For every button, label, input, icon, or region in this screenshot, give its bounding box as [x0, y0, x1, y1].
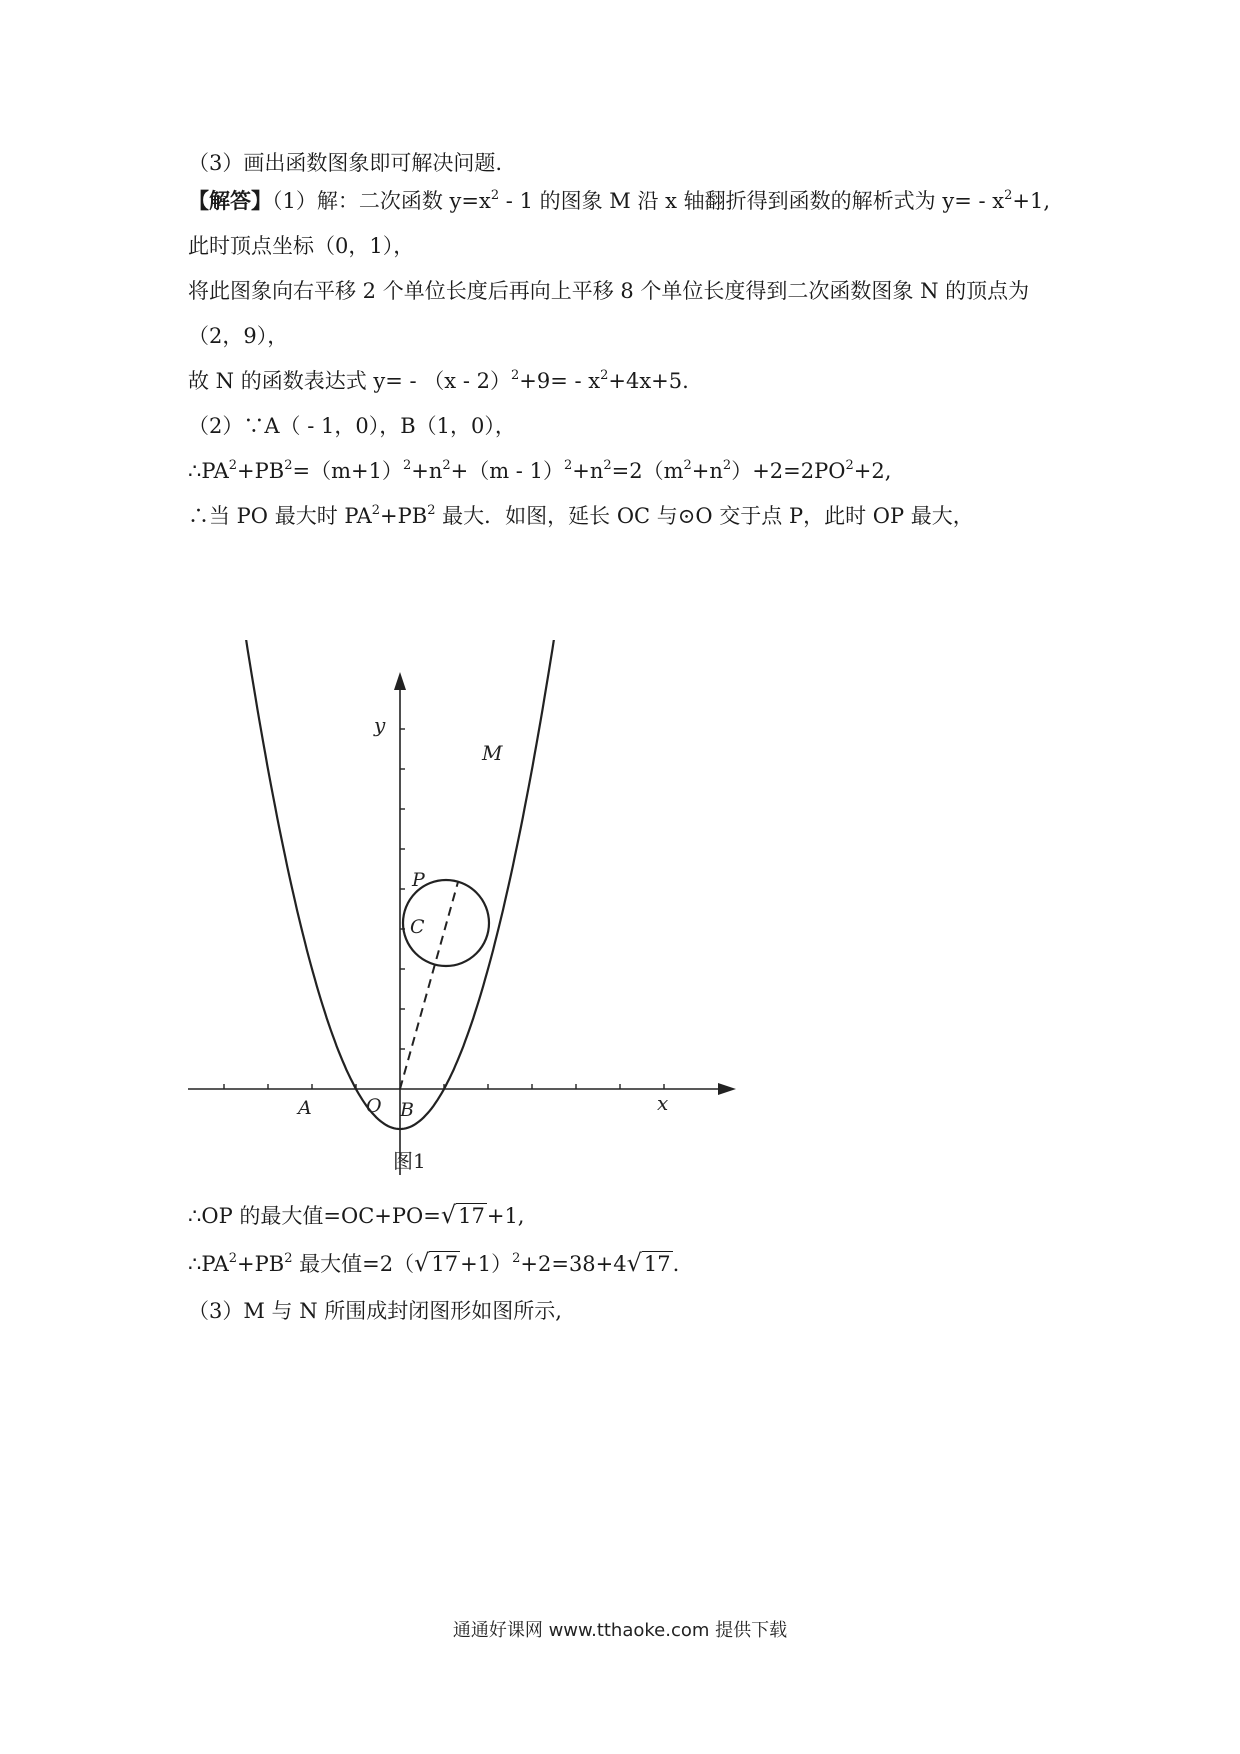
sqrt-17: √17	[626, 1249, 671, 1277]
page-footer: 通通好课网 www.tthaoke.com 提供下载	[452, 1620, 788, 1641]
text-line-9: ∴当 PO 最大时 $PA^2+PB^2$ 最大．如图，延长 OC 与⊙O 交于点 P，此时 OP 最大，	[188, 503, 974, 528]
text-line-12: （3）M 与 N 所围成封闭图形如图所示,	[188, 1299, 562, 1323]
point-label-o: O	[366, 1095, 382, 1117]
y-axis-label: y	[374, 713, 386, 737]
text-line-5: （2，9），	[188, 324, 289, 348]
point-label-p: P	[412, 869, 425, 891]
curve-label-m: M	[482, 741, 503, 765]
answer-label: 【解答】	[188, 188, 272, 213]
x-axis-label: x	[657, 1091, 669, 1115]
text-line-10: ∴OP 的最大值=OC+PO=√17+1,	[188, 1201, 525, 1229]
point-label-a: A	[298, 1097, 312, 1119]
text-line-7: （2）∵A（ - 1，0），B（1，0），	[188, 414, 516, 438]
text-line-4: 将此图象向右平移 2 个单位长度后再向上平移 8 个单位长度得到二次函数图象 N 的顶点为	[188, 279, 1030, 303]
parabola-circle-figure	[180, 640, 740, 1200]
axis-ticks	[224, 729, 664, 1089]
figure-caption: 图1	[393, 1149, 426, 1173]
text-line-11: $\therefore PA^2+PB^2$ 最大值$=2(√17+1)^2+2=38+4√17$.	[188, 1249, 680, 1277]
sqrt-17: √17	[440, 1201, 485, 1229]
sqrt-17: √17	[414, 1249, 459, 1277]
point-label-c: C	[410, 916, 425, 938]
y-axis-arrow	[394, 672, 406, 690]
text-line-6: 故 N 的函数表达式 $y= - (x - 2)^2+9= - x^2+4x+5$.	[188, 368, 689, 393]
text-line-2: 【解答】（1）解：二次函数 $y=x^2 - 1$ 的图象 M 沿 x 轴翻折得到函数的解析式为 $y= - x^2+1$,	[188, 188, 1050, 213]
text-line-1: （3）画出函数图象即可解决问题.	[188, 151, 503, 175]
point-label-b: B	[400, 1099, 414, 1121]
text-line-8: $\therefore PA^2+PB^2=(m+1)^2+n^2+(m - 1)^2+n^2=2(m^2+n^2)+2=2PO^2+2$,	[188, 458, 892, 483]
segment-op	[400, 882, 458, 1089]
text-line-3: 此时顶点坐标（0，1），	[188, 234, 415, 258]
x-axis-arrow	[718, 1083, 736, 1095]
